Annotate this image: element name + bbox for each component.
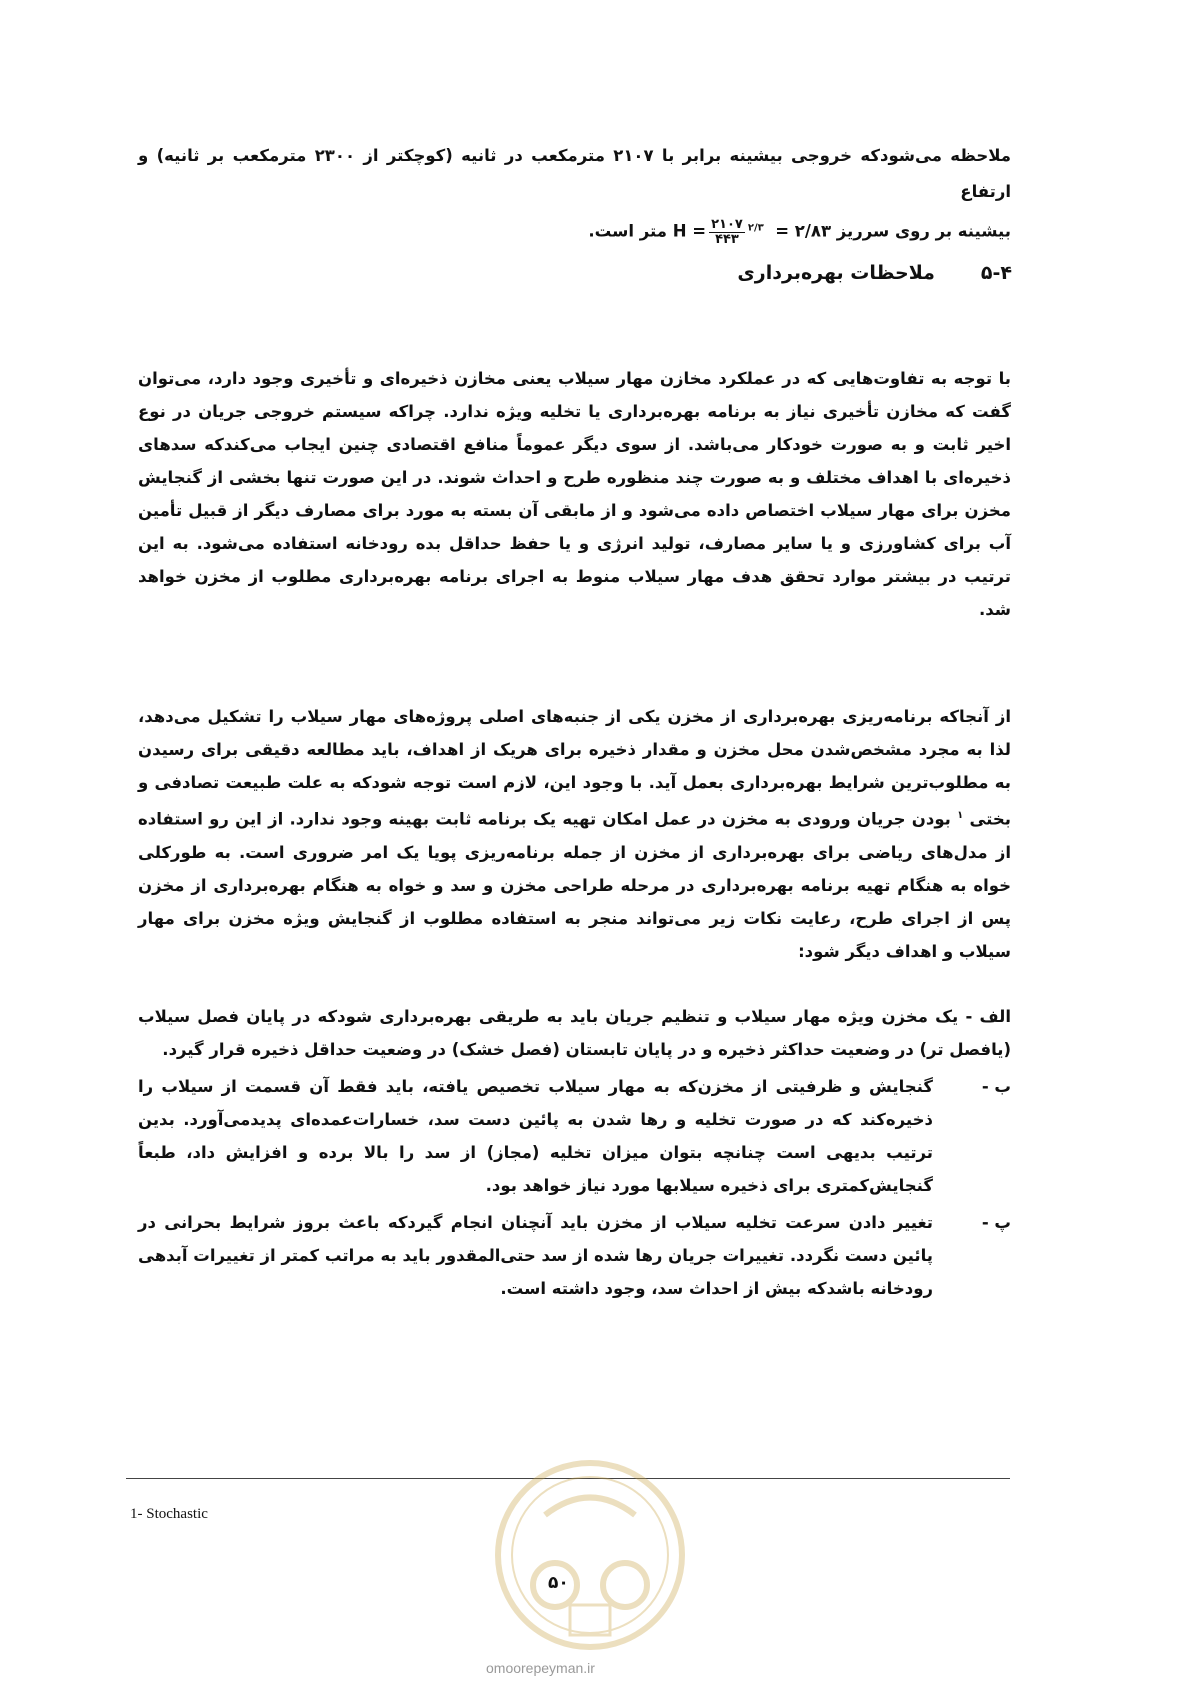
watermark-logo xyxy=(490,1455,690,1655)
list-item xyxy=(138,1070,1011,1202)
fraction xyxy=(709,218,745,247)
exponent: ۲/۳ xyxy=(747,222,764,233)
paragraph-1: با توجه به تفاوت‌هایی که در عملکرد مخازن مهار سیلاب یعنی مخازن ذخیره‌ای و تأخیری وجود دارد، می‌توان گفت که مخازن تأخیری نیاز به برنامه بهره‌برداری یا تخلیه ویژه ندارد. چراکه سیستم خروجی جریان در نوع اخیر ثابت و به صورت خودکار می‌باشد. از سوی دیگر عموماً منافع اقتصادی چنین ایجاب می‌کندکه سدهای ذخیره‌ای با اهداف مختلف و به صورت چند منظوره طرح و احداث شوند. در این صورت تنها بخشی از گنجایش مخزن برای مهار سیلاب اختصاص داده می‌شود و از مابقی آن بسته به مورد برای مصارف دیگر از قبیل تأمین آب برای کشاورزی و یا سایر مصارف، تولید انرژی و یا حفظ حداقل بده رودخانه استفاده می‌شود. به این ترتیب در بیشتر موارد تحقق هدف مهار سیلاب منوط به اجرای برنامه بهره‌برداری مطلوب از مخزن خواهد شد. xyxy=(138,369,1011,619)
fraction-denominator: ۴۴۳ xyxy=(715,231,739,247)
list-item-marker: الف - xyxy=(965,1007,1011,1026)
section-title: ملاحظات بهره‌برداری xyxy=(737,262,935,284)
formula xyxy=(706,216,769,247)
intro-line-2 xyxy=(138,210,1011,250)
watermark-url: omoorepeyman.ir xyxy=(486,1660,595,1676)
page-number: ۵۰ xyxy=(548,1573,569,1593)
list-item-marker: پ - xyxy=(981,1213,1011,1232)
list-item-marker: ب - xyxy=(981,1077,1011,1096)
footnote-text: Stochastic xyxy=(146,1506,208,1522)
intro-line-1: ملاحظه می‌شودکه خروجی بیشینه برابر با ۲۱۰۷ مترمکعب در ثانیه (کوچکتر از ۲۳۰۰ مترمکعب بر ثانیه) و ارتفاع xyxy=(138,146,1011,201)
intro-paragraph xyxy=(138,138,1011,250)
list-item-text: گنجایش و ظرفیتی از مخزن‌که به مهار سیلاب تخصیص یافته، باید فقط آن قسمت از سیلاب را ذخیره‌کند که در صورت تخلیه و رها شدن به پائین دست سد، خسارات‌عمده‌ای پدیدمی‌آورد. بدین ترتیب بدیهی است چنانچه بتوان میزان تخلیه (مجاز) از سد را بالا برده و افزایش داد، طبعاً گنجایش‌کمتری برای ذخیره سیلابها مورد نیاز خواهد بود. xyxy=(138,1077,933,1195)
fraction-numerator: ۲۱۰۷ xyxy=(711,216,743,232)
list-item-text: تغییر دادن سرعت تخلیه سیلاب از مخزن باید آنچنان انجام گیردکه باعث بروز شرایط بحرانی در پائین دست نگردد. تغییرات جریان رها شده از سد حتی‌المقدور باید به مراتب کمتر از تغییرات آبدهی رودخانه باشدکه بیش از احداث سد، وجود داشته است. xyxy=(138,1213,933,1298)
paragraph-2-part-a: از آنجاکه برنامه‌ریزی بهره‌برداری از مخزن یکی از جنبه‌های اصلی پروژه‌های مهار سیلاب را تشکیل می‌دهد، لذا به مجرد مشخص‌شدن محل مخزن و مقدار ذخیره برای هریک از اهداف، باید مطالعه دقیقی برای رسیدن به مطلوب‌ترین شرایط بهره‌برداری بعمل آید. با وجود این، لازم است توجه شودکه به علت طبیعت تصادفی و بختی xyxy=(138,707,1011,829)
paragraph-2-part-b: بودن جریان ورودی به مخزن در عمل امکان تهیه یک برنامه ثابت بهینه وجود ندارد. از این رو استفاده از مدل‌های ریاضی برای بهره‌برداری از مخزن از جمله برنامه‌ریزی پویا یک امر ضروری است. به طورکلی خواه به هنگام تهیه برنامه بهره‌برداری در مرحله طراحی مخزن و سد و خواه به هنگام بهره‌برداری از مخزن پس از اجرای طرح، رعایت نکات زیر می‌تواند منجر به استفاده مطلوب از گنجایش ویژه مخزن برای مهار سیلاب و اهداف دیگر شود: xyxy=(138,809,1011,961)
footnote xyxy=(130,1506,208,1523)
section-heading xyxy=(737,262,1012,284)
paragraph-2 xyxy=(138,700,1011,968)
list-item xyxy=(138,1206,1011,1305)
footnote-marker: 1- xyxy=(130,1506,143,1522)
list-item-text: یک مخزن ویژه مهار سیلاب و تنظیم جریان باید به طریقی بهره‌برداری شودکه در پایان فصل سیلاب (یافصل تر) در وضعیت حداکثر ذخیره و در پایان تابستان (فصل خشک) در وضعیت حداقل ذخیره قرار گیرد. xyxy=(138,1007,1011,1059)
footnote-reference: ۱ xyxy=(957,810,964,821)
list-item-body xyxy=(138,1000,1011,1066)
intro-line-2-after: = H متر است. xyxy=(588,221,707,241)
section-number: ۵-۴ xyxy=(980,262,1012,284)
requirements-list xyxy=(138,1000,1011,1305)
list-item xyxy=(138,1000,1011,1066)
intro-line-2-before: بیشینه بر روی سرریز ۲/۸۳ = xyxy=(769,221,1011,241)
